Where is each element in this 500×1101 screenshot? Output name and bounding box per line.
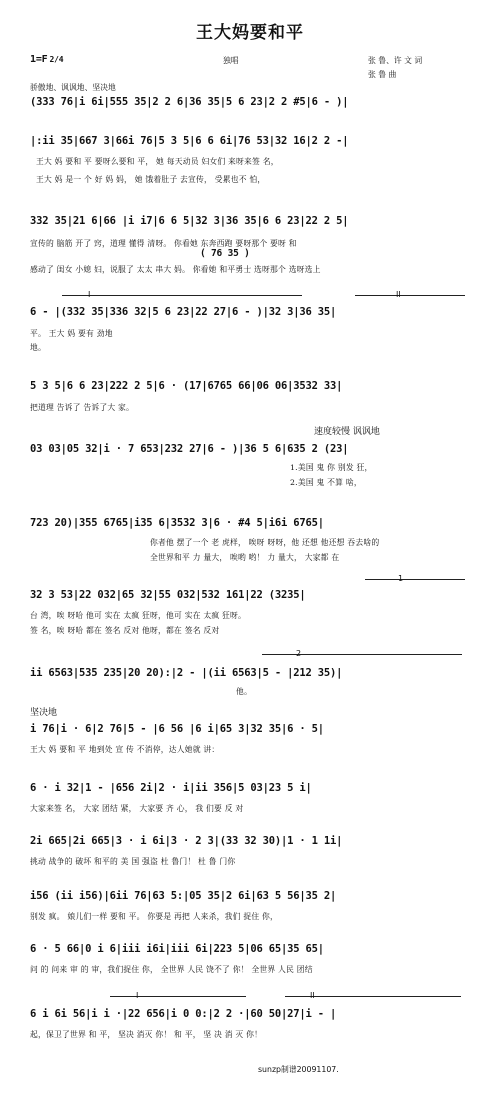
lyric-line: 地。 — [30, 343, 46, 352]
tempo-marking: 坚决地 — [30, 708, 58, 718]
lyric-line: 大家来签 名， 大家 团结 紧， 大家要 齐 心， 我 们要 反 对 — [30, 804, 244, 813]
lyric-line: 1.美国 鬼 你 别发 狂， — [290, 463, 373, 472]
lyricist-credit: 张 鲁、许 文 词 — [368, 56, 423, 65]
lyric-line: 他。 — [236, 687, 252, 696]
lyric-line: 挑动 战争的 破坏 和平的 美 国 强盗 杜 鲁门！ 杜 鲁 门你 — [30, 857, 236, 866]
volta-bracket — [365, 579, 465, 580]
volta-label: I — [88, 290, 91, 299]
notation-line: 6 · 5 66|0 i 6|iii i6i|iii 6i|223 5|06 65|35 65| — [30, 943, 324, 955]
volta-label: 2 — [296, 649, 302, 658]
notation-line: ii 6563|535 235|20 20):|2 - |(ii 6563|5 - |212 35)| — [30, 667, 343, 679]
notation-line: |:ii 35|667 3|66i 76|5 3 5|6 6 6i|76 53|32 16|2 2 -| — [30, 135, 349, 147]
lyric-line: 签 名，唉 呀哈 都在 签名 反对 他呀，都在 签名 反对 — [30, 626, 220, 635]
lyric-line: 问 的 问来 审 的 审，我们捉住 你， 全世界 人民 饶不了 你！ 全世界 人民 团结 — [30, 965, 313, 974]
lyric-line: 你者他 摆了一个 老 虎样， 唉呀 呀呀，他 还想 他还想 吞去啥的 — [150, 538, 380, 547]
volta-bracket — [62, 295, 302, 296]
performance-type: 独唱 — [223, 56, 239, 65]
notation-line: 6 i 6i 56|i i ·|22 656|i 0 0:|2 2 ·|60 50|27|i - | — [30, 1008, 337, 1020]
notation-line: 6 - |(332 35|336 32|5 6 23|22 27|6 - )|32 3|36 35| — [30, 306, 337, 318]
lyric-line: 宣传的 脑筋 开了 窍，道理 懂得 清呀。 你看她 东奔西跑 要呀那个 要呀 和 — [30, 239, 297, 248]
key-signature: 1=F 2/4 — [30, 54, 64, 65]
volta-label: II — [396, 290, 401, 299]
alternate-notes: ( 76 35 ) — [200, 248, 250, 259]
volta-bracket — [110, 996, 246, 997]
lyric-line: 王大 妈 要和 平 要呀么要和 平， 她 每天动员 妇女们 来呀来签 名， — [36, 157, 279, 166]
notation-line: 2i 665|2i 665|3 · i 6i|3 · 2 3|(33 32 30)|1 · 1 1i| — [30, 835, 343, 847]
lyric-line: 王大 妈 要和 平 地到处 宣 传 不消停，达人她就 讲： — [30, 745, 220, 754]
notation-line: 723 20)|355 6765|i35 6|3532 3|6 · #4 5|i6i 6765| — [30, 517, 324, 529]
notation-line: i56 (ii i56)|6ii 76|63 5:|05 35|2 6i|63 5 56|35 2| — [30, 890, 337, 902]
lyric-line: 全世界和平 力 量大， 唉哟 哟！ 力 量大， 大家都 在 — [150, 553, 340, 562]
lyric-line: 台 湾，唉 呀哈 他可 实在 太疯 狂呀，他可 实在 太疯 狂呀。 — [30, 611, 247, 620]
volta-label: 1 — [398, 574, 404, 583]
notation-line: 6 · i 32|1 - |656 2i|2 · i|ii 356|5 03|23 5 i| — [30, 782, 312, 794]
lyric-line: 王大 妈 是一 个 好 妈 妈， 她 饿着肚子 去宣传， 受累也不 怕， — [36, 175, 266, 184]
volta-label: I — [136, 991, 139, 1000]
volta-label: II — [310, 991, 315, 1000]
song-title: 王大妈要和平 — [196, 23, 304, 43]
lyric-line: 感动了 闺女 小媳 妇，说服了 太太 串大 妈。 你看她 和平勇士 选呀那个 选呀选上 — [30, 265, 321, 274]
notation-line: 32 3 53|22 032|65 32|55 032|532 161|22 (3235| — [30, 589, 306, 601]
volta-bracket — [355, 295, 465, 296]
lyric-line: 别发 疯。 娘儿们一样 要和 平。 你要是 再把 人来杀，我们 捉住 你， — [30, 912, 279, 921]
notation-line: 03 03|05 32|i · 7 653|232 27|6 - )|36 5 6|635 2 (23| — [30, 443, 349, 455]
lyric-line: 2.美国 鬼 不算 啥， — [290, 478, 362, 487]
notation-line: 5 3 5|6 6 23|222 2 5|6 · (17|6765 66|06 06|3532 33| — [30, 380, 343, 392]
composer-credit: 张 鲁 曲 — [368, 70, 397, 79]
lyric-line: 平。 王大 妈 要有 劲地 — [30, 329, 113, 338]
notation-line: (333 76|i 6i|555 35|2 2 6|36 35|5 6 23|2 2 #5|6 - )| — [30, 96, 349, 108]
mood-marking: 骄傲地、讽讽地、坚决地 — [30, 83, 116, 92]
notation-line: i 76|i · 6|2 76|5 - |6 56 |6 i|65 3|32 35|6 · 5| — [30, 723, 324, 735]
lyric-line: 把道理 告诉了 告诉了大 家。 — [30, 403, 134, 412]
meter: 2/4 — [49, 55, 64, 64]
notation-line: 332 35|21 6|66 |i i7|6 6 5|32 3|36 35|6 6 23|22 2 5| — [30, 215, 349, 227]
tempo-marking: 速度较慢 讽讽地 — [314, 427, 380, 437]
footer-credit: sunzp制谱20091107. — [258, 1065, 339, 1074]
volta-bracket — [262, 654, 462, 655]
lyric-line: 起，保卫了世界 和 平， 坚决 消灭 你！ 和 平， 坚 决 消 灭 你！ — [30, 1030, 263, 1039]
